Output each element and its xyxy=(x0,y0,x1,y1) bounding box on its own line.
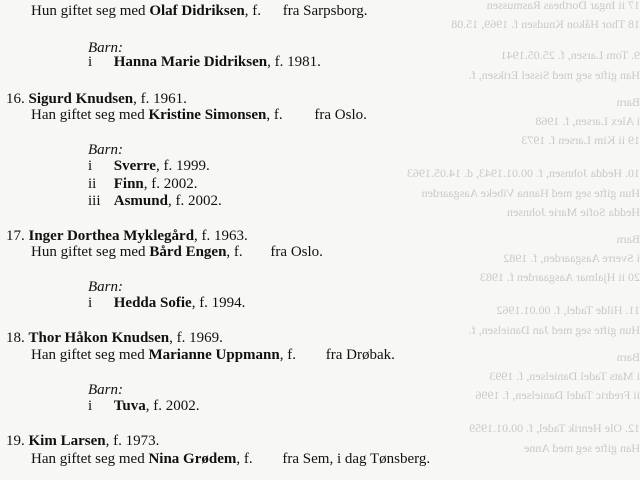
ghost-line: 10. Hedda Johnsen, f. 00.01.1943, d. 14.05.1963 xyxy=(407,166,640,181)
child-name: Sverre xyxy=(113,158,156,174)
partner-name: Nina Grødem xyxy=(148,451,237,467)
ghost-line: ii Fredric Tadel Danielsen, f. 1996 xyxy=(475,388,640,403)
ghost-line: 19 ii Kim Larsen f. 1973 xyxy=(521,133,640,148)
partner-suffix: , f. xyxy=(244,3,261,19)
ghost-line: 17 ii Ingar Dortheas Rasmussen xyxy=(486,0,640,12)
barn-heading: Barn: xyxy=(88,279,123,295)
ghost-line: 9. Tom Larsen, f. 25.05.1941 xyxy=(500,48,640,63)
ghost-line: i Mats Tadel Danielsen, f. 1993 xyxy=(489,369,640,383)
child-birth: , f. 1994. xyxy=(191,295,246,311)
partner-prefix: Hun giftet seg med xyxy=(31,3,146,19)
child-name: Tuva xyxy=(113,398,146,414)
person-birth: , f. 1969. xyxy=(169,330,223,346)
ghost-line: Hedda Sofie Marie Johnsen xyxy=(507,204,640,219)
partner-line xyxy=(31,2,367,20)
partner-name: Kristine Simonsen xyxy=(148,107,267,123)
ghost-line: Barn xyxy=(616,231,640,246)
partner-name: Marianne Uppmann xyxy=(148,347,280,363)
child-line xyxy=(88,192,222,210)
ghost-line: Hun gifte seg med Hanna Vibeke Aasgaarden xyxy=(421,185,640,200)
person-line xyxy=(6,432,159,450)
child-birth: , f. 2002. xyxy=(143,176,198,192)
entry-number: 17. xyxy=(6,228,25,244)
ghost-line: i Alex Larsen, f. 1968 xyxy=(535,113,640,128)
partner-name: Olaf Didriksen xyxy=(149,3,245,19)
child-numeral: ii xyxy=(88,176,97,192)
partner-origin: fra Drøbak. xyxy=(325,347,395,363)
child-line xyxy=(88,175,198,193)
child-name: Hanna Marie Didriksen xyxy=(113,54,268,70)
entry-number: 16. xyxy=(6,91,25,107)
ghost-line: 20 ii Hjalmar Aasgaarden f. 1983 xyxy=(480,270,640,285)
child-numeral: i xyxy=(88,54,93,70)
person-line xyxy=(6,329,223,347)
child-line xyxy=(88,53,321,71)
child-numeral: iii xyxy=(88,193,101,209)
child-name: Finn xyxy=(113,176,144,192)
partner-suffix: , f. xyxy=(226,244,243,260)
partner-suffix: , f. xyxy=(236,451,253,467)
person-birth: , f. 1961. xyxy=(133,91,187,107)
partner-origin: fra Oslo. xyxy=(314,107,367,123)
partner-suffix: , f. xyxy=(279,347,296,363)
child-line xyxy=(88,397,199,415)
child-line xyxy=(88,294,245,312)
entry-number: 18. xyxy=(6,330,25,346)
ghost-line: 12. Ole Henrik Tadel, f. 00.01.1959 xyxy=(469,421,640,436)
person-name: Sigurd Knudsen xyxy=(28,91,134,107)
partner-suffix: , f. xyxy=(266,107,283,123)
ghost-line: Hun gifte seg med Jan Danielsen, f. xyxy=(468,322,640,337)
ghost-line: Han gifte seg med Sissel Eriksen, f. xyxy=(468,67,640,82)
barn-heading: Barn: xyxy=(88,142,123,158)
child-numeral: i xyxy=(88,158,93,174)
child-name: Asmund xyxy=(113,193,168,209)
partner-prefix: Han giftet seg med xyxy=(31,107,145,123)
bleed-through-text xyxy=(385,0,640,480)
partner-name: Bård Engen xyxy=(149,244,227,260)
partner-line xyxy=(31,346,395,364)
child-numeral: i xyxy=(88,295,93,311)
partner-line xyxy=(31,106,367,124)
ghost-line: Han gifte seg med Anne xyxy=(524,440,640,455)
child-birth: , f. 2002. xyxy=(167,193,222,209)
entry-number: 19. xyxy=(6,433,25,449)
person-name: Inger Dorthea Myklegård xyxy=(28,228,195,244)
ghost-line: 11. Hilde Tadel, f. 00.01.1962 xyxy=(496,303,640,318)
child-birth: , f. 1999. xyxy=(155,158,210,174)
person-birth: , f. 1973. xyxy=(105,433,160,449)
partner-origin: fra Oslo. xyxy=(270,244,323,260)
child-numeral: i xyxy=(88,398,93,414)
ghost-line: 18 Thor Håkon Knudsen f. 1969, 15.08 xyxy=(451,17,640,32)
person-name: Thor Håkon Knudsen xyxy=(28,330,170,346)
child-line xyxy=(88,157,210,175)
partner-line xyxy=(31,243,323,261)
ghost-line: Barn xyxy=(616,94,640,109)
child-name: Hedda Sofie xyxy=(113,295,192,311)
partner-line xyxy=(31,450,430,468)
person-birth: , f. 1963. xyxy=(194,228,248,244)
child-birth: , f. 2002. xyxy=(145,398,200,414)
partner-origin: fra Sarpsborg. xyxy=(282,3,368,19)
partner-prefix: Han giftet seg med xyxy=(31,451,145,467)
ghost-line: i Sverre Aasgaarden, f. 1982 xyxy=(503,251,640,266)
partner-prefix: Han giftet seg med xyxy=(31,347,145,363)
partner-prefix: Hun giftet seg med xyxy=(31,244,146,260)
ghost-line: Barn xyxy=(616,349,640,364)
person-name: Kim Larsen xyxy=(28,433,106,449)
barn-heading: Barn: xyxy=(88,40,123,56)
child-birth: , f. 1981. xyxy=(267,54,321,70)
barn-heading: Barn: xyxy=(88,382,123,398)
partner-origin: fra Sem, i dag Tønsberg. xyxy=(282,451,431,467)
